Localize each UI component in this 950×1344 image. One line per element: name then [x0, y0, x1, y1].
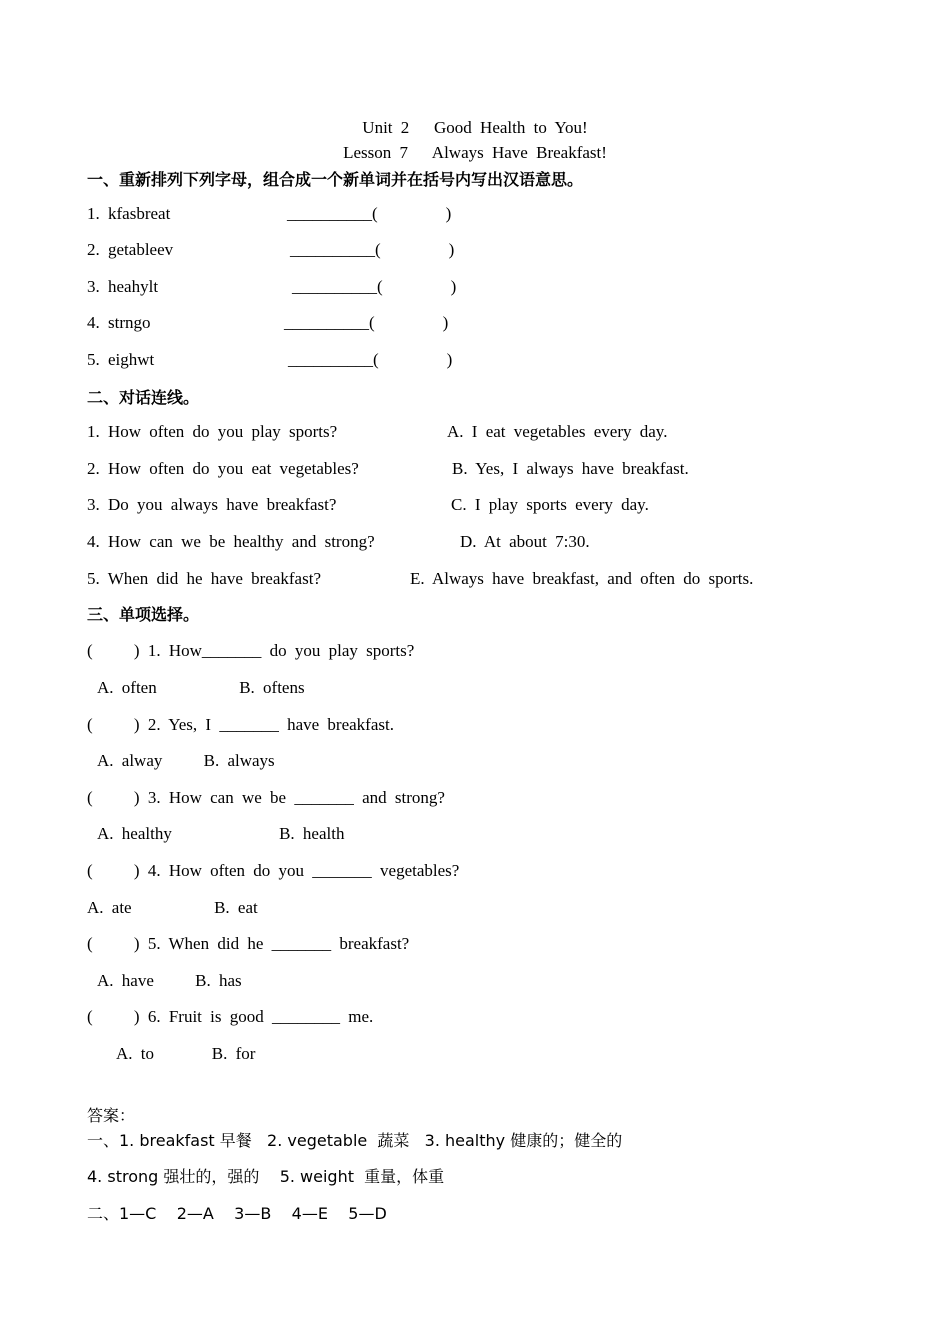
- section2-question-3: 3. Do you always have breakfast?: [87, 495, 337, 514]
- section3-options-2: A. alway B. always: [97, 751, 275, 770]
- answers-line-3: 二、1—C 2—A 3—B 4—E 5—D: [87, 1204, 387, 1223]
- section3-options-5: A. have B. has: [97, 971, 242, 990]
- section1-item-5-blank: __________( ): [288, 350, 453, 369]
- section3-question-5: ( ) 5. When did he _______ breakfast?: [87, 934, 410, 953]
- answers-line-2: 4. strong 强壮的，强的 5. weight 重量，体重: [87, 1167, 445, 1186]
- section1-item-4: 4. strngo: [87, 313, 151, 332]
- section1-item-1-blank: __________( ): [287, 204, 452, 223]
- section1-heading: 一、重新排列下列字母，组合成一个新单词并在括号内写出汉语意思。: [87, 170, 584, 189]
- section2-question-5: 5. When did he have breakfast?: [87, 569, 321, 588]
- section2-answer-E: E. Always have breakfast, and often do sports.: [410, 569, 754, 588]
- section3-question-6: ( ) 6. Fruit is good ________ me.: [87, 1007, 374, 1026]
- section3-question-1: ( ) 1. How_______ do you play sports?: [87, 641, 415, 660]
- section3-question-2: ( ) 2. Yes, I _______ have breakfast.: [87, 715, 394, 734]
- answers-line-1: 一、1. breakfast 早餐 2. vegetable 蔬菜 3. healthy 健康的；健全的: [87, 1131, 623, 1150]
- section1-item-2: 2. getableev: [87, 240, 174, 259]
- section2-answer-A: A. I eat vegetables every day.: [447, 422, 668, 441]
- section2-question-2: 2. How often do you eat vegetables?: [87, 459, 359, 478]
- unit-title: Unit 2 Good Health to You!: [362, 118, 588, 137]
- section1-item-4-blank: __________( ): [284, 313, 449, 332]
- section3-options-4: A. ate B. eat: [87, 898, 258, 917]
- section1-item-3: 3. heahylt: [87, 277, 159, 296]
- answers-label: 答案：: [87, 1106, 136, 1125]
- section2-heading: 二、对话连线。: [87, 388, 200, 407]
- section2-answer-C: C. I play sports every day.: [451, 495, 649, 514]
- section1-item-2-blank: __________( ): [290, 240, 455, 259]
- section3-options-6: A. to B. for: [116, 1044, 256, 1063]
- lesson-title: Lesson 7 Always Have Breakfast!: [343, 143, 607, 162]
- section2-question-4: 4. How can we be healthy and strong?: [87, 532, 375, 551]
- section1-item-5: 5. eighwt: [87, 350, 155, 369]
- section2-question-1: 1. How often do you play sports?: [87, 422, 338, 441]
- section3-options-1: A. often B. oftens: [97, 678, 305, 697]
- section3-question-4: ( ) 4. How often do you _______ vegetables?: [87, 861, 460, 880]
- section3-question-3: ( ) 3. How can we be _______ and strong?: [87, 788, 445, 807]
- section1-item-1: 1. kfasbreat: [87, 204, 171, 223]
- section3-options-3: A. healthy B. health: [97, 824, 345, 843]
- section2-answer-D: D. At about 7:30.: [460, 532, 590, 551]
- section3-heading: 三、单项选择。: [87, 605, 200, 624]
- section1-item-3-blank: __________( ): [292, 277, 457, 296]
- section2-answer-B: B. Yes, I always have breakfast.: [452, 459, 689, 478]
